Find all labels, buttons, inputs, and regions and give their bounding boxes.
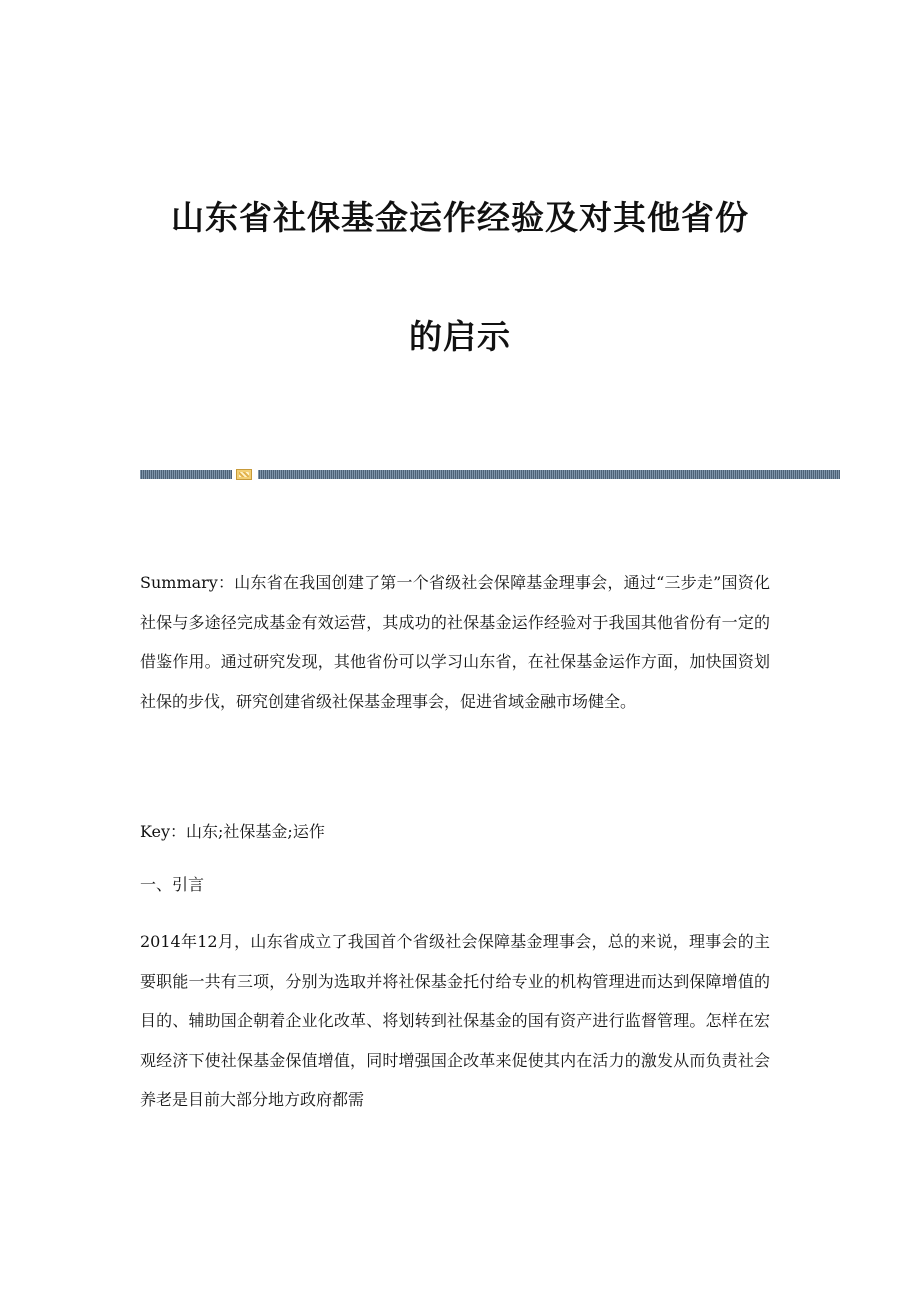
title-divider [140, 470, 840, 479]
divider-bar-right [258, 470, 840, 479]
keywords-block [140, 812, 770, 852]
section-heading-block [140, 865, 770, 905]
intro-paragraph: 2014年12月，山东省成立了我国首个省级社会保障基金理事会，总的来说，理事会的主要职能一共有三项，分别为选取并将社保基金托付给专业的机构管理进而达到保障增值的目的、辅助国企朝着企业化改革、将划转到社保基金的国有资产进行监督管理。怎样在宏观经济下使社保基金保值增值，同时增强国企改革来促使其内在活力的激发从而负责社会养老是目前大部分地方政府都需 [140, 932, 770, 1109]
section-heading: 一、引言 [140, 875, 205, 894]
intro-block [140, 922, 770, 1120]
divider-emblem-icon [236, 469, 252, 480]
summary-block [140, 563, 770, 721]
document-title-line-2: 的启示 [409, 317, 511, 356]
keywords-line: Key：山东;社保基金;运作 [140, 822, 325, 841]
divider-bar-left [140, 470, 232, 479]
document-title-line-1: 山东省社保基金运作经验及对其他省份 [171, 198, 749, 237]
summary-paragraph: Summary：山东省在我国创建了第一个省级社会保障基金理事会，通过“三步走”国资化社保与多途径完成基金有效运营，其成功的社保基金运作经验对于我国其他省份有一定的借鉴作用。通过研究发现，其他省份可以学习山东省，在社保基金运作方面，加快国资划社保的步伐，研究创建省级社保基金理事会，促进省域金融市场健全。 [140, 573, 770, 711]
